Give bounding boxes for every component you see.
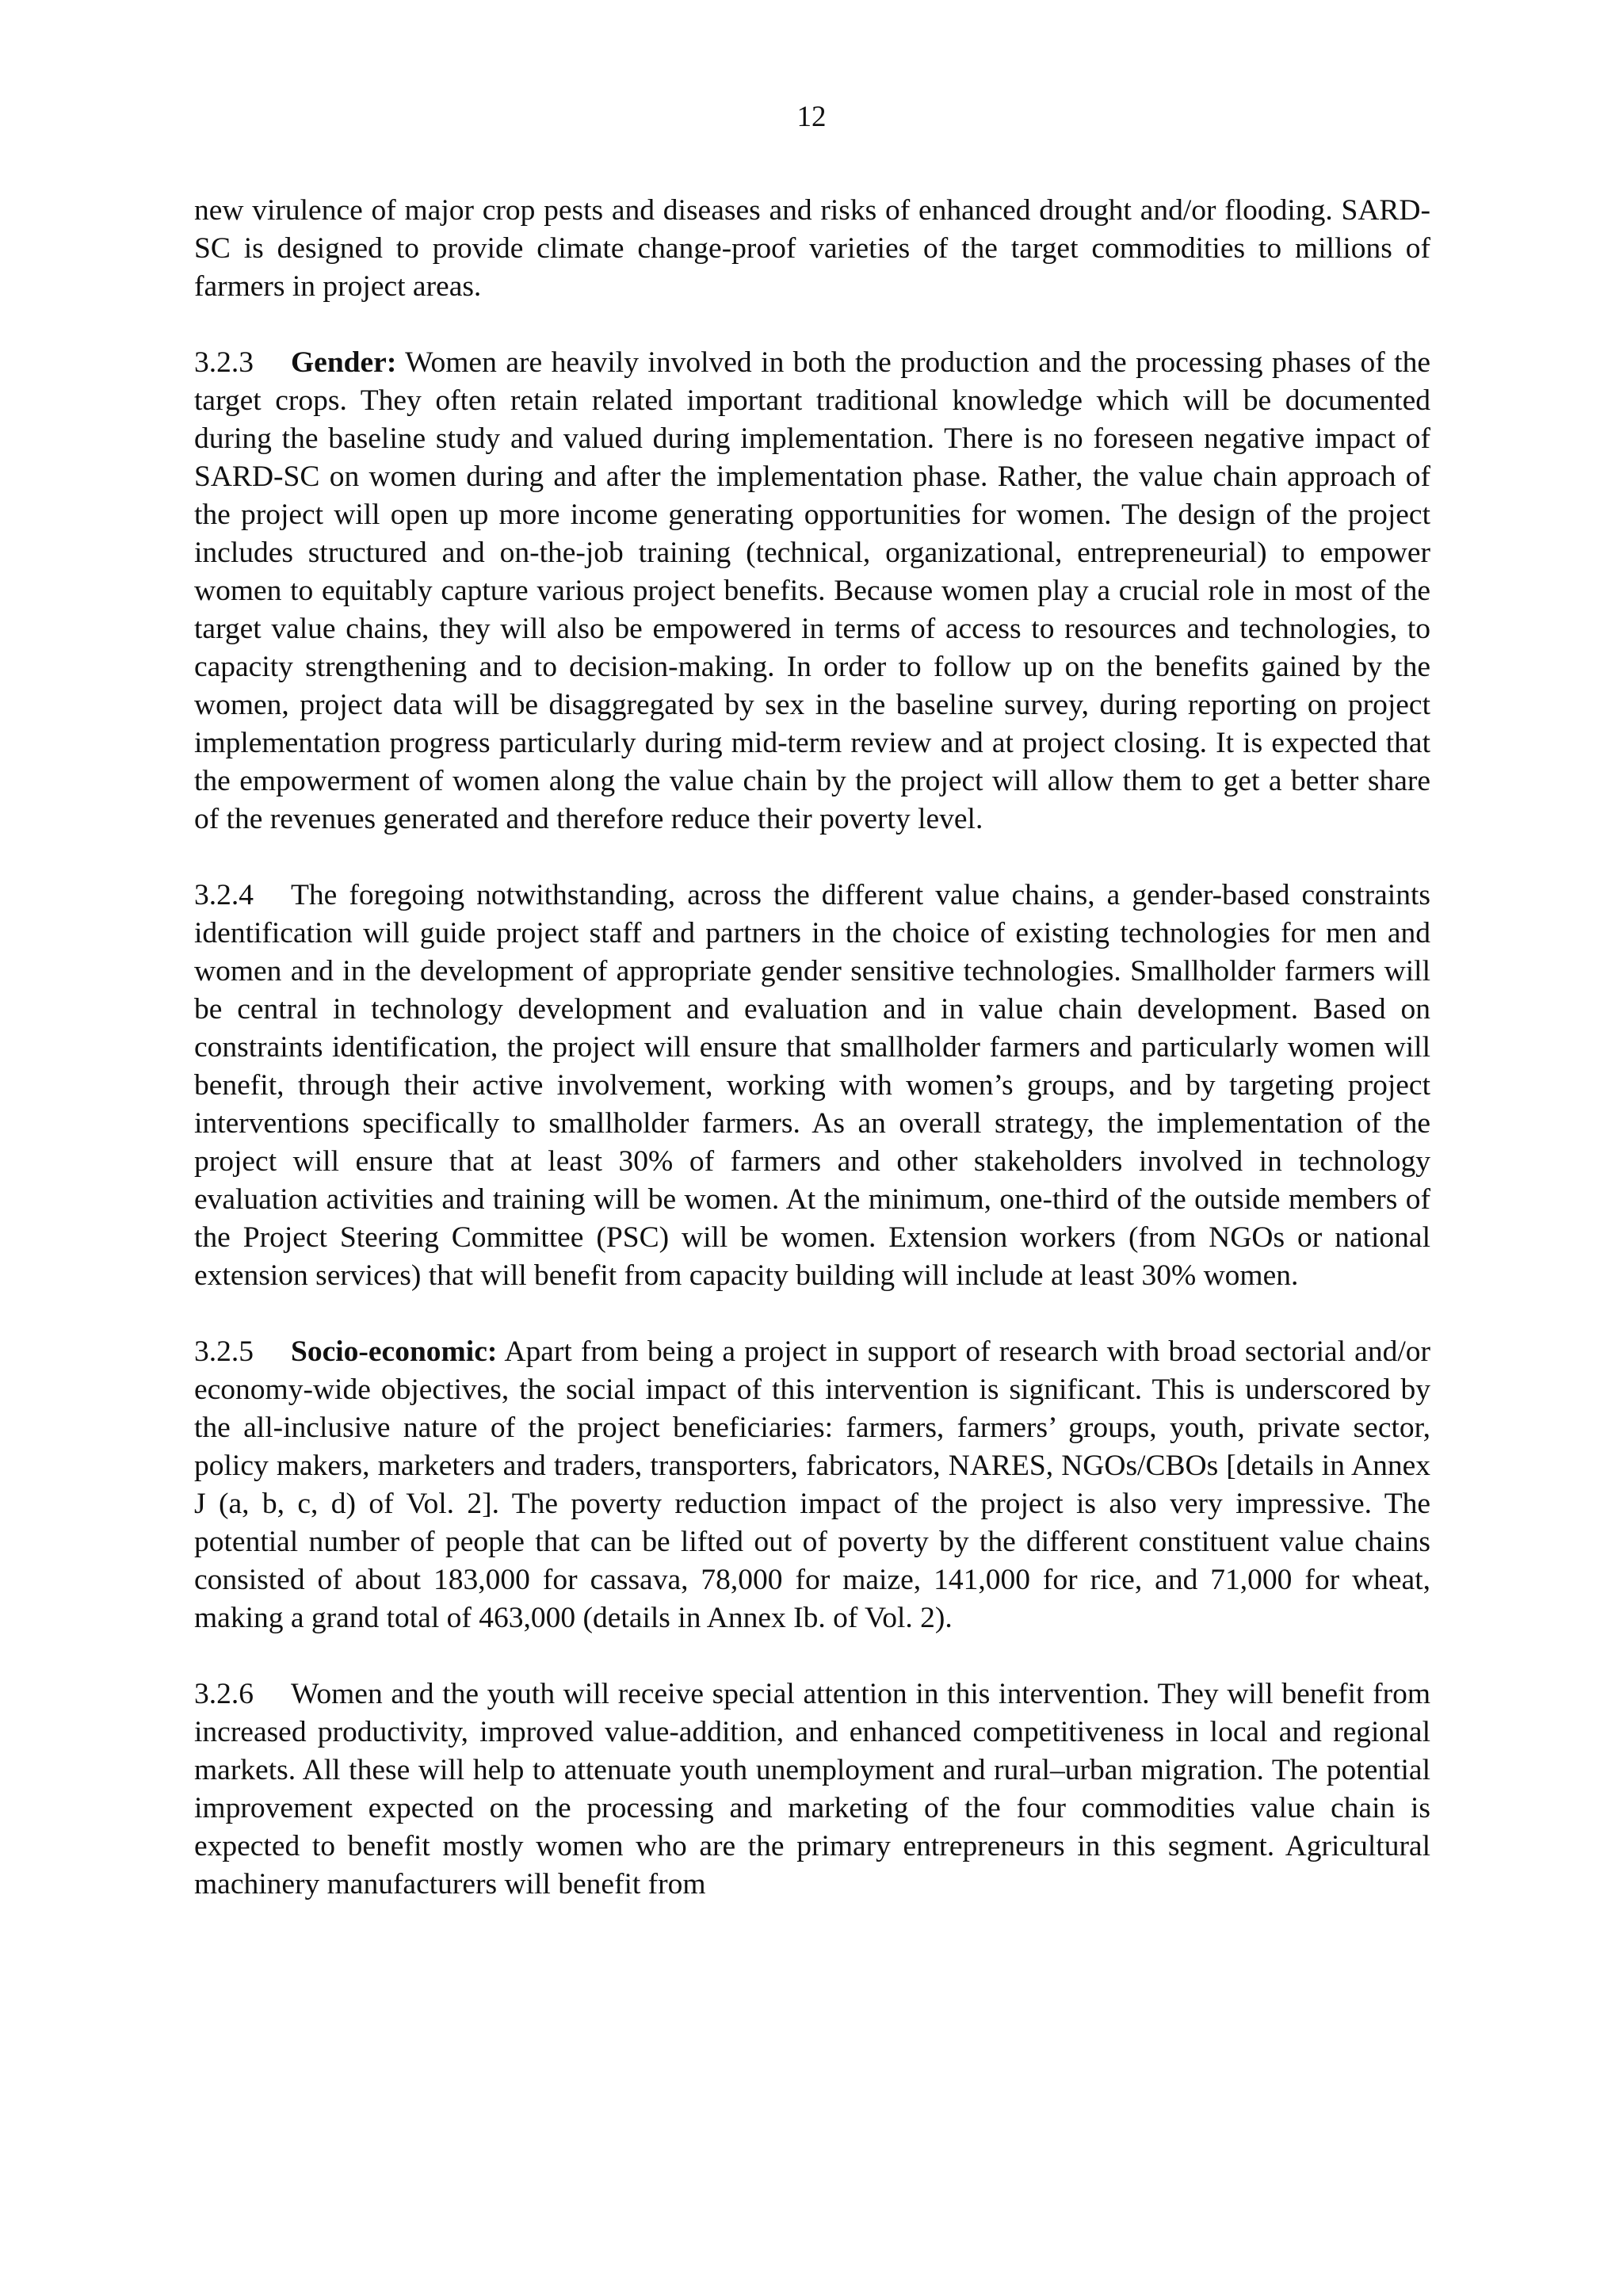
body-text <box>194 192 1430 1942</box>
section-number: 3.2.3 <box>194 346 254 379</box>
section-number: 3.2.6 <box>194 1678 254 1710</box>
paragraph-text: Women are heavily involved in both the production and the processing phases of the target crops. They often retain related important traditional knowledge which will be documented during the baseline study and valued during implementation. There is no foreseen negative impact of SARD-SC on women during and after the implementation phase. Rather, the value chain approach of the project will open up more income generating opportunities for women. The design of the project includes structured and on-the-job training (technical, organizational, entrepreneurial) to empower women to equitably capture various project benefits. Because women play a crucial role in most of the target value chains, they will also be empowered in terms of access to resources and technologies, to capacity strengthening and to decision-making. In order to follow up on the benefits gained by the women, project data will be disaggregated by sex in the baseline survey, during reporting on project implementation progress particularly during mid-term review and at project closing. It is expected that the empowerment of women along the value chain by the project will allow them to get a better share of the revenues generated and therefore reduce their poverty level. <box>194 346 1430 835</box>
section-number: 3.2.4 <box>194 879 254 911</box>
paragraph-text: new virulence of major crop pests and diseases and risks of enhanced drought and/or flooding. SARD-SC is designed to provide climate change-proof varieties of the target commodities to millions of farmers in project areas. <box>194 194 1430 303</box>
paragraph-3-2-4 <box>194 877 1430 1295</box>
paragraph-3-2-5-socio-economic <box>194 1333 1430 1637</box>
section-heading: Gender: <box>291 346 397 379</box>
paragraph-3-2-3-gender <box>194 344 1430 839</box>
paragraph-text: The foregoing notwithstanding, across the different value chains, a gender-based constraints identification will guide project staff and partners in the choice of existing technologies for men and women and in the development of appropriate gender sensitive technologies. Smallholder farmers will be central in technology development and evaluation and in value chain development. Based on constraints identification, the project will ensure that smallholder farmers and particularly women will benefit, through their active involvement, working with women’s groups, and by targeting project interventions specifically to smallholder farmers. As an overall strategy, the implementation of the project will ensure that at least 30% of farmers and other stakeholders involved in technology evaluation activities and training will be women. At the minimum, one-third of the outside members of the Project Steering Committee (PSC) will be women. Extension workers (from NGOs or national extension services) that will benefit from capacity building will include at least 30% women. <box>194 879 1430 1292</box>
page-number: 12 <box>796 101 827 133</box>
paragraph-text: Women and the youth will receive special attention in this intervention. They will benefit from increased productivity, improved value-addition, and enhanced competitiveness in local and regional markets. All these will help to attenuate youth unemployment and rural–urban migration. The potential improvement expected on the processing and marketing of the four commodities value chain is expected to benefit mostly women who are the primary entrepreneurs in this segment. Agricultural machinery manufacturers will benefit from <box>194 1678 1430 1901</box>
paragraph-text: Apart from being a project in support of research with broad sectorial and/or economy-wide objectives, the social impact of this intervention is significant. This is underscored by the all-inclusive nature of the project beneficiaries: farmers, farmers’ groups, youth, private sector, policy makers, marketers and traders, transporters, fabricators, NARES, NGOs/CBOs [details in Annex J (a, b, c, d) of Vol. 2]. The poverty reduction impact of the project is also very impressive. The potential number of people that can be lifted out of poverty by the different constituent value chains consisted of about 183,000 for cassava, 78,000 for maize, 141,000 for rice, and 71,000 for wheat, making a grand total of 463,000 (details in Annex Ib. of Vol. 2). <box>194 1335 1430 1634</box>
section-heading: Socio-economic: <box>291 1335 498 1368</box>
paragraph-continuation <box>194 192 1430 306</box>
paragraph-3-2-6 <box>194 1675 1430 1904</box>
section-number: 3.2.5 <box>194 1335 254 1368</box>
